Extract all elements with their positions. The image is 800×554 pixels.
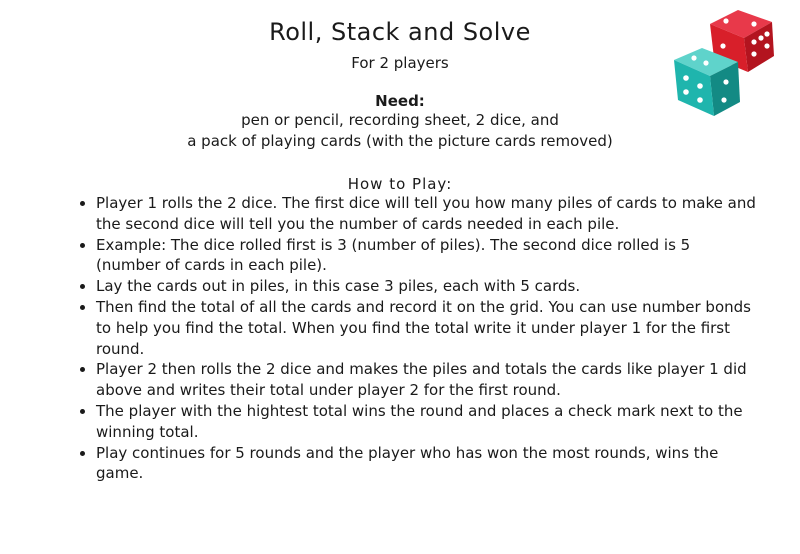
page-subtitle: For 2 players — [351, 54, 449, 72]
need-heading: Need: — [375, 92, 425, 110]
need-line-2: a pack of playing cards (with the picture cards removed) — [187, 132, 613, 150]
step-item: • The player with the hightest total wins the round and places a check mark next to the winning total. — [96, 401, 756, 443]
dice-icon — [668, 6, 780, 118]
step-item: • Lay the cards out in piles, in this case 3 piles, each with 5 cards. — [96, 276, 756, 297]
step-item: • Play continues for 5 rounds and the player who has won the most rounds, wins the game. — [96, 443, 756, 485]
step-item: • Then find the total of all the cards and record it on the grid. You can use number bonds to help you find the total. When you find the total write it under player 1 for the first round. — [96, 297, 756, 359]
need-line-1: pen or pencil, recording sheet, 2 dice, and — [241, 111, 559, 129]
how-to-play-steps — [78, 193, 756, 484]
page-title: Roll, Stack and Solve — [269, 18, 531, 46]
step-item: • Example: The dice rolled first is 3 (number of piles). The second dice rolled is 5 (number of cards in each pile). — [96, 235, 756, 277]
step-item: • Player 1 rolls the 2 dice. The first dice will tell you how many piles of cards to make and the second dice will tell you the number of cards needed in each pile. — [96, 193, 756, 235]
step-item: • Player 2 then rolls the 2 dice and makes the piles and totals the cards like player 1 did above and writes their total under player 2 for the first round. — [96, 359, 756, 401]
how-to-play-heading: How to Play: — [347, 175, 453, 193]
